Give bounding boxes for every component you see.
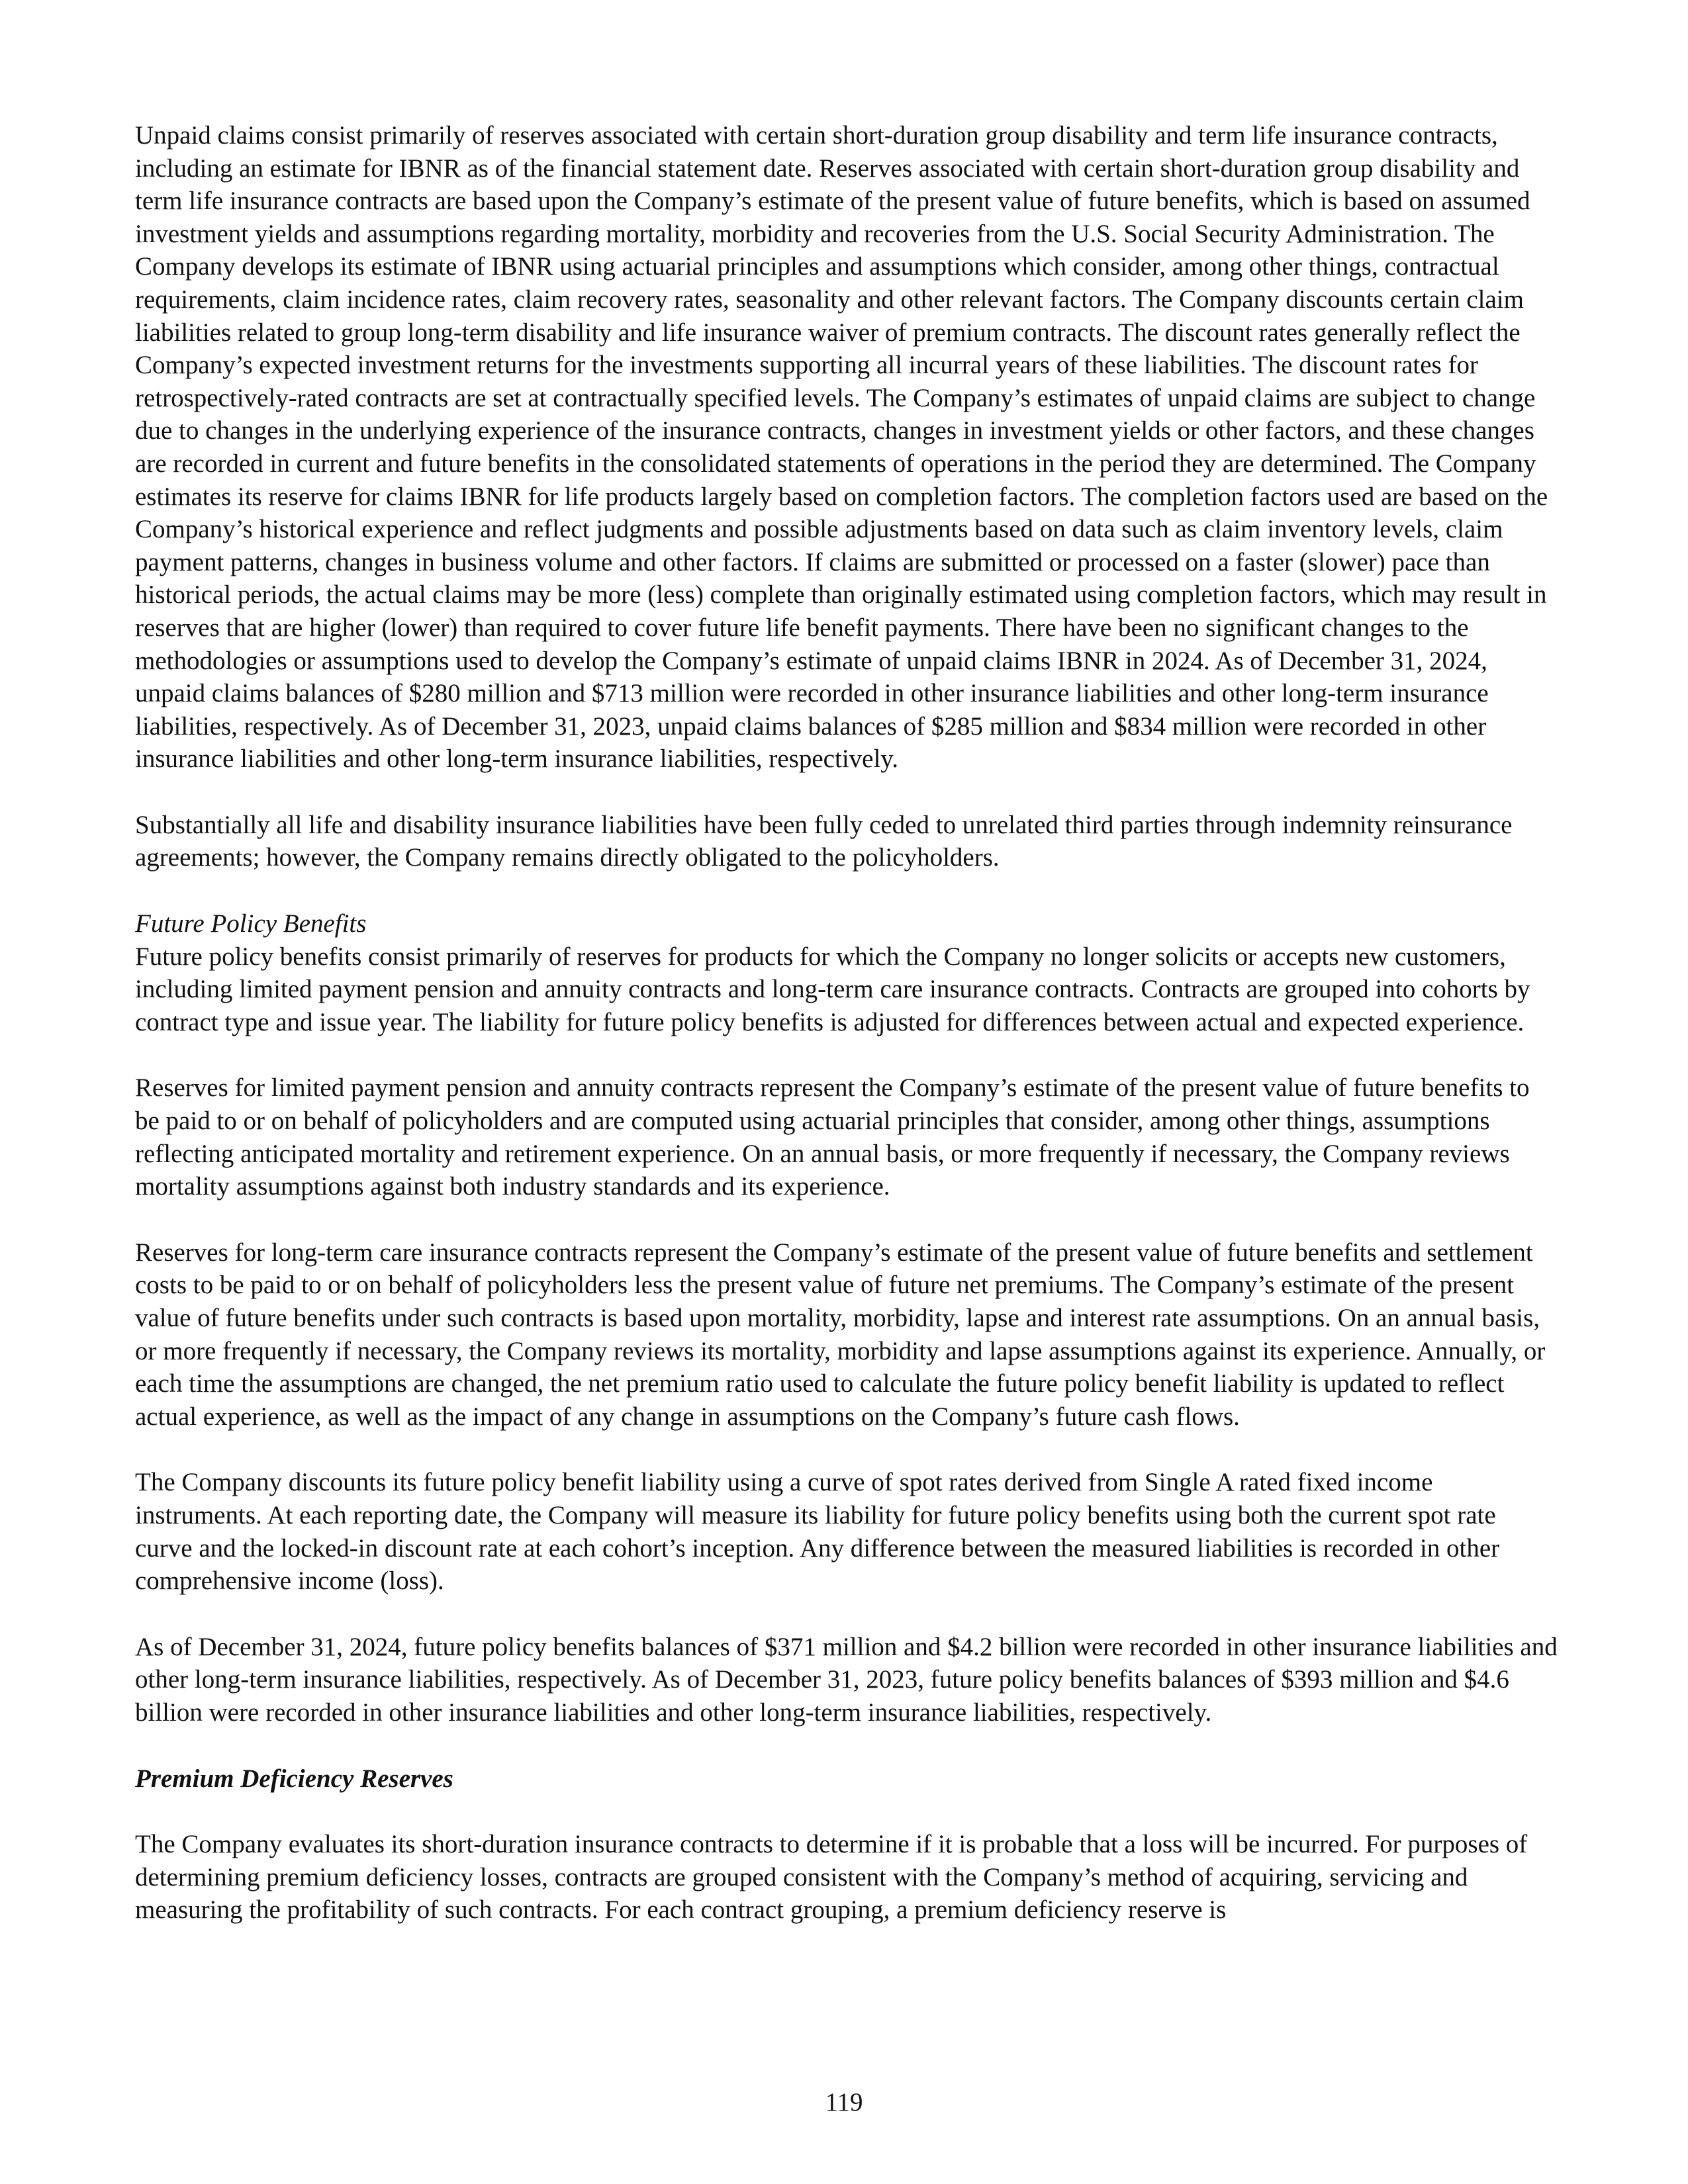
paragraph-long-term-care: Reserves for long-term care insurance contracts represent the Company’s estimate of the present value of future benefits and settlement costs to be paid to or on behalf of policyholders less the present value of future net premiums. The Company’s estimate of the present value of future benefits under such contracts is based upon mortality, morbidity, lapse and interest rate assumptions. On an annual basis, or more frequently if necessary, the Company reviews its mortality, morbidity and lapse assumptions against its experience. Annually, or each time the assumptions are changed, the net premium ratio used to calculate the future policy benefit liability is updated to reflect actual experience, as well as the impact of any change in assumptions on the Company’s future cash flows. [135, 1238, 1546, 1431]
paragraph-balances: As of December 31, 2024, future policy benefits balances of $371 million and $4.2 billion were recorded in other insurance liabilities and other long-term insurance liabilities, respectively. As of December 31, 2023, future policy benefits balances of $393 million and $4.6 billion were recorded in other insurance liabilities and other long-term insurance liabilities, respectively. [135, 1632, 1558, 1727]
paragraph-limited-payment: Reserves for limited payment pension and annuity contracts represent the Company’s estimate of the present value of future benefits to be paid to or on behalf of policyholders and are computed using actuarial principles that consider, among other things, assumptions reflecting anticipated mortality and retirement experience. On an annual basis, or more frequently if necessary, the Company reviews mortality assumptions against both industry standards and its experience. [135, 1073, 1530, 1201]
paragraph-reinsurance: Substantially all life and disability insurance liabilities have been fully ceded to unrelated third parties through indemnity reinsurance agreements; however, the Company remains directly obligated to the policyholders. [135, 810, 1513, 872]
heading-premium-deficiency-reserves: Premium Deficiency Reserves [135, 1764, 453, 1793]
paragraph-premium-deficiency: The Company evaluates its short-duration insurance contracts to determine if it is probable that a loss will be incurred. For purposes of determining premium deficiency losses, contracts are grouped consistent with the Company’s method of acquiring, servicing and measuring the profitability of such contracts. For each contract grouping, a premium deficiency reserve is [135, 1830, 1528, 1925]
paragraph-unpaid-claims: Unpaid claims consist primarily of reserves associated with certain short-duration group disability and term life insurance contracts, including an estimate for IBNR as of the financial statement date. Reserves associated with certain short-duration group disability and term life insurance contracts are based upon the Company’s estimate of the present value of future benefits, which is based on assumed investment yields and assumptions regarding mortality, morbidity and recoveries from the U.S. Social Security Administration. The Company develops its estimate of IBNR using actuarial principles and assumptions which consider, among other things, contractual requirements, claim incidence rates, claim recovery rates, seasonality and other relevant factors. The Company discounts certain claim liabilities related to group long-term disability and life insurance waiver of premium contracts. The discount rates generally reflect the Company’s expected investment returns for the investments supporting all incurral years of these liabilities. The discount rates for retrospectively-rated contracts are set at contractually specified levels. The Company’s estimates of unpaid claims are subject to change due to changes in the underlying experience of the insurance contracts, changes in investment yields or other factors, and these changes are recorded in current and future benefits in the consolidated statements of operations in the period they are determined. The Company estimates its reserve for claims IBNR for life products largely based on completion factors. The completion factors used are based on the Company’s historical experience and reflect judgments and possible adjustments based on data such as claim inventory levels, claim payment patterns, changes in business volume and other factors. If claims are submitted or processed on a faster (slower) pace than historical periods, the actual claims may be more (less) complete than originally estimated using completion factors, which may result in reserves that are higher (lower) than required to cover future life benefit payments. There have been no significant changes to the methodologies or assumptions used to develop the Company’s estimate of unpaid claims IBNR in 2024. As of December 31, 2024, unpaid claims balances of $280 million and $713 million were recorded in other insurance liabilities and other long-term insurance liabilities, respectively. As of December 31, 2023, unpaid claims balances of $285 million and $834 million were recorded in other insurance liabilities and other long-term insurance liabilities, respectively. [135, 121, 1548, 774]
page-number: 119 [825, 2088, 863, 2116]
paragraph-future-policy-intro: Future policy benefits consist primarily of reserves for products for which the Company no longer solicits or accepts new customers, including limited payment pension and annuity contracts and long-term care insurance contracts. Contracts are grouped into cohorts by contract type and issue year. The liability for future policy benefits is adjusted for differences between actual and expected experience. [135, 942, 1530, 1036]
document-page [135, 119, 1558, 1960]
subheading-future-policy-benefits: Future Policy Benefits [135, 909, 367, 938]
paragraph-discounting: The Company discounts its future policy benefit liability using a curve of spot rates derived from Single A rated fixed income instruments. At each reporting date, the Company will measure its liability for future policy benefits using both the current spot rate curve and the locked-in discount rate at each cohort’s inception. Any difference between the measured liabilities is recorded in other comprehensive income (loss). [135, 1468, 1500, 1596]
future-policy-benefits-section [135, 907, 1558, 1038]
